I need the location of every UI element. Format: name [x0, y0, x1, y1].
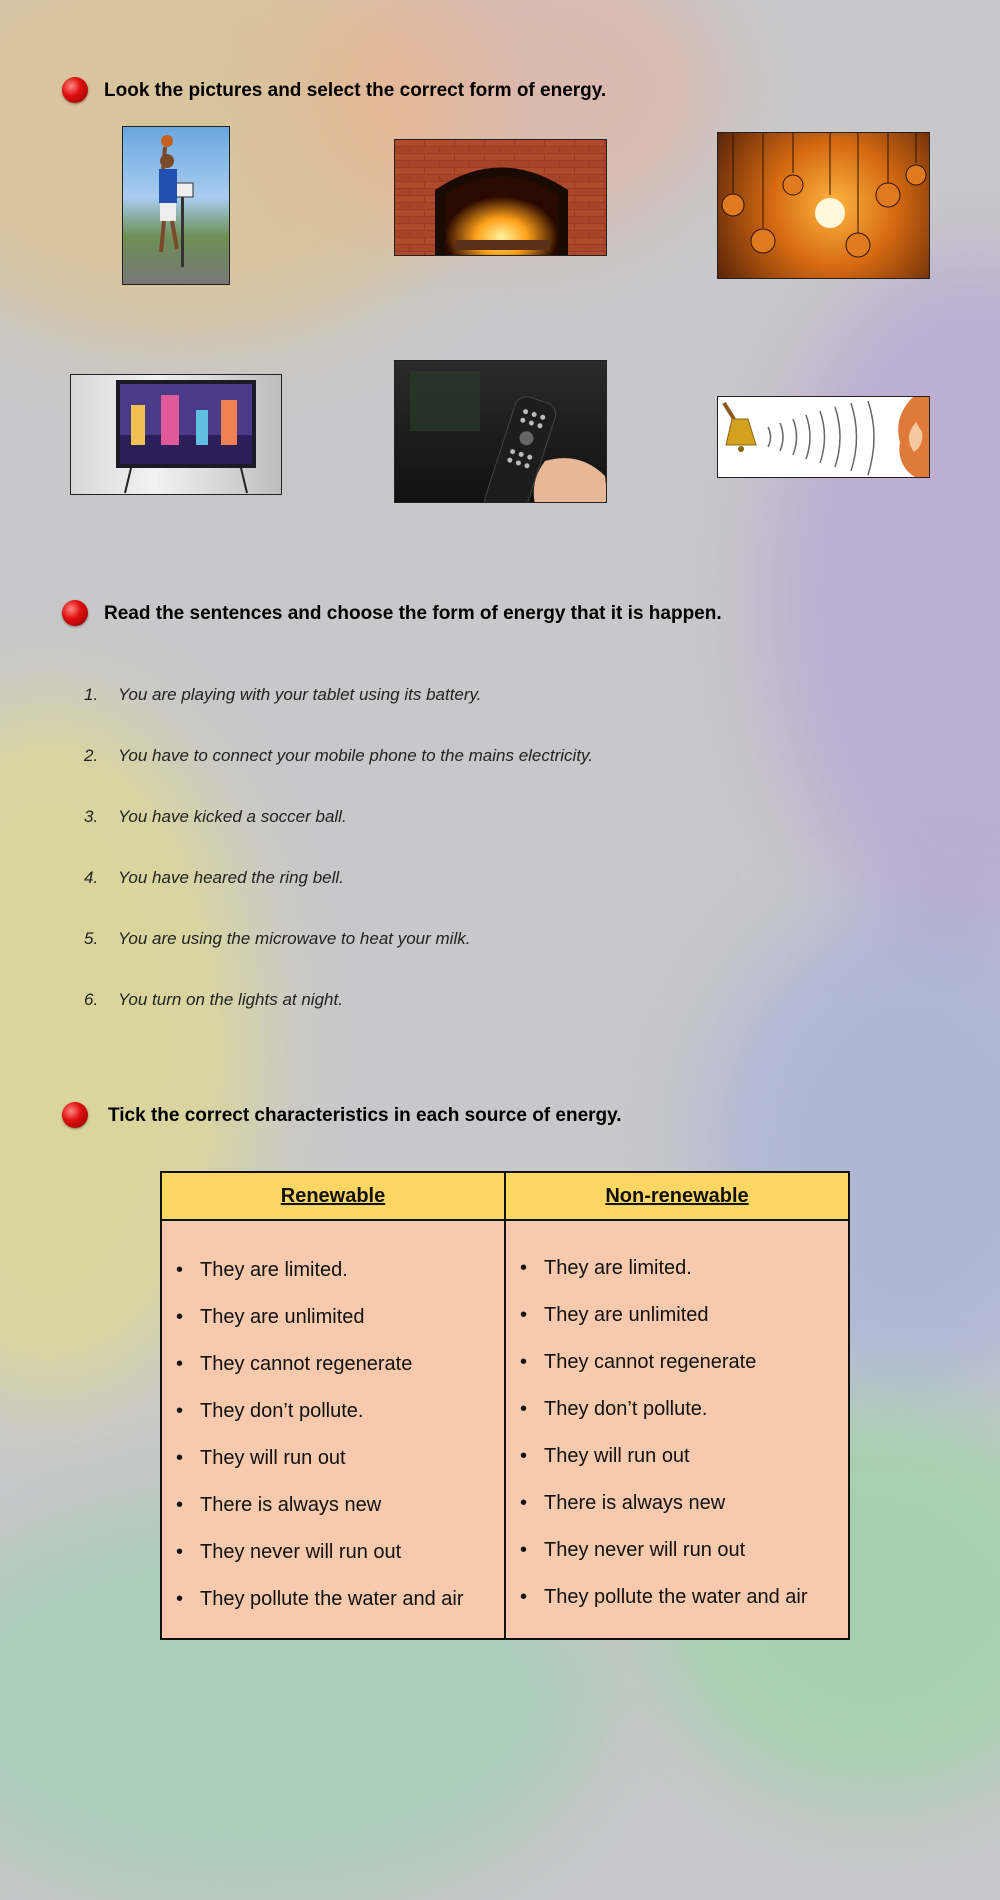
renewable-column: [161, 1220, 505, 1639]
sentence-text: You have kicked a soccer ball.: [118, 807, 347, 826]
sentence-item: [84, 746, 593, 766]
characteristic-option[interactable]: • They never will run out: [176, 1541, 504, 1588]
sentence-number: 2.: [84, 746, 99, 765]
ringing-bell-image: [717, 396, 930, 478]
sentence-number: 5.: [84, 929, 99, 948]
sentence-item: [84, 868, 344, 888]
characteristic-option[interactable]: • There is always new: [520, 1492, 848, 1539]
characteristic-option[interactable]: • They are limited.: [176, 1259, 504, 1306]
sentence-text: You have to connect your mobile phone to the mains electricity.: [118, 746, 594, 765]
sentence-text: You are playing with your tablet using its battery.: [118, 685, 482, 704]
sentence-item: [84, 685, 482, 705]
remote-control-image: [394, 360, 607, 503]
light-bulbs-image: [717, 132, 930, 279]
non-renewable-column-header: Non-renewable: [505, 1172, 849, 1220]
characteristic-option[interactable]: • They are unlimited: [520, 1304, 848, 1351]
characteristic-option[interactable]: • They don’t pollute.: [176, 1400, 504, 1447]
characteristic-option[interactable]: • They are limited.: [520, 1257, 848, 1304]
characteristic-option[interactable]: • They don’t pollute.: [520, 1398, 848, 1445]
sentence-number: 3.: [84, 807, 99, 826]
sentence-number: 4.: [84, 868, 99, 887]
section3-heading: Tick the correct characteristics in each source of energy.: [108, 1105, 622, 1126]
characteristic-option[interactable]: • They pollute the water and air: [520, 1586, 848, 1633]
red-bullet-icon: [62, 600, 88, 626]
section1-heading: Look the pictures and select the correct form of energy.: [104, 80, 607, 101]
section2-heading: Read the sentences and choose the form of energy that it is happen.: [104, 603, 722, 624]
renewable-column-header: Renewable: [161, 1172, 505, 1220]
characteristic-option[interactable]: • They never will run out: [520, 1539, 848, 1586]
characteristic-option[interactable]: • There is always new: [176, 1494, 504, 1541]
characteristic-option[interactable]: • They will run out: [176, 1447, 504, 1494]
fireplace-image: [394, 139, 607, 256]
red-bullet-icon: [62, 77, 88, 103]
basketball-player-image: [122, 126, 230, 285]
characteristic-option[interactable]: • They cannot regenerate: [176, 1353, 504, 1400]
sentence-item: [84, 929, 470, 949]
energy-characteristics-table: [160, 1171, 850, 1640]
television-image: [70, 374, 282, 495]
sentence-number: 6.: [84, 990, 99, 1009]
characteristic-option[interactable]: • They cannot regenerate: [520, 1351, 848, 1398]
characteristic-option[interactable]: • They are unlimited: [176, 1306, 504, 1353]
sentence-item: [84, 807, 347, 827]
characteristic-option[interactable]: • They pollute the water and air: [176, 1588, 504, 1635]
sentence-number: 1.: [84, 685, 99, 704]
sentence-item: [84, 990, 343, 1010]
non-renewable-column: [505, 1220, 849, 1639]
red-bullet-icon: [62, 1102, 88, 1128]
sentence-text: You are using the microwave to heat your milk.: [118, 929, 471, 948]
sentence-text: You turn on the lights at night.: [118, 990, 343, 1009]
sentence-text: You have heared the ring bell.: [118, 868, 344, 887]
characteristic-option[interactable]: • They will run out: [520, 1445, 848, 1492]
